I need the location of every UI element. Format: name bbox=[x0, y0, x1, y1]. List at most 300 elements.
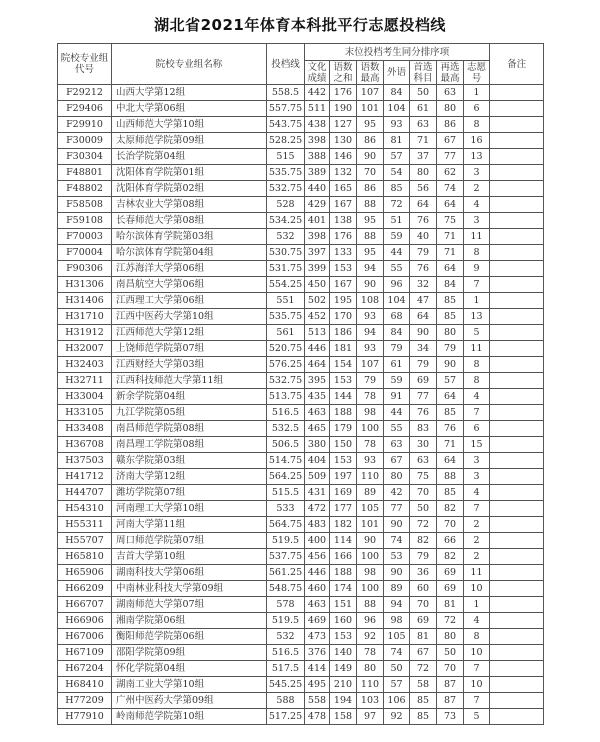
cell-foreign: 94 bbox=[384, 597, 410, 613]
table-row bbox=[58, 709, 544, 725]
cell-foreign: 51 bbox=[384, 213, 410, 229]
cell-second-max: 77 bbox=[437, 149, 464, 165]
cell-foreign: 59 bbox=[384, 373, 410, 389]
cell-line: 535.75 bbox=[267, 309, 305, 325]
cell-cm-sum: 169 bbox=[330, 485, 357, 501]
cell-cm-max: 90 bbox=[357, 533, 384, 549]
cell-line: 535.75 bbox=[267, 165, 305, 181]
table-row bbox=[58, 501, 544, 517]
cell-line: 515.5 bbox=[267, 485, 305, 501]
cell-line: 533 bbox=[267, 501, 305, 517]
cell-culture: 399 bbox=[305, 261, 330, 277]
cell-culture: 401 bbox=[305, 213, 330, 229]
cell-line: 558.5 bbox=[267, 85, 305, 101]
cell-first-subject: 50 bbox=[410, 501, 437, 517]
cell-code: H65906 bbox=[58, 565, 112, 581]
cell-cm-sum: 195 bbox=[330, 293, 357, 309]
cell-line: 557.75 bbox=[267, 101, 305, 117]
cell-cm-sum: 138 bbox=[330, 213, 357, 229]
cell-line: 516.5 bbox=[267, 645, 305, 661]
cell-code: F70004 bbox=[58, 245, 112, 261]
cell-first-subject: 50 bbox=[410, 85, 437, 101]
cell-code: H44707 bbox=[58, 485, 112, 501]
cell-culture: 469 bbox=[305, 613, 330, 629]
table-row bbox=[58, 581, 544, 597]
cell-remarks bbox=[490, 677, 544, 693]
cell-first-subject: 36 bbox=[410, 565, 437, 581]
cell-first-subject: 81 bbox=[410, 629, 437, 645]
cell-wish-no: 8 bbox=[464, 117, 490, 133]
header-tiebreak-group: 末位投档考生同分排序项 bbox=[305, 44, 490, 61]
cell-name: 哈尔滨体育学院第04组 bbox=[112, 245, 267, 261]
cell-name: 邵阳学院第09组 bbox=[112, 645, 267, 661]
cell-first-subject: 63 bbox=[410, 117, 437, 133]
cell-foreign: 90 bbox=[384, 517, 410, 533]
cell-first-subject: 76 bbox=[410, 213, 437, 229]
cell-culture: 513 bbox=[305, 325, 330, 341]
cell-cm-max: 95 bbox=[357, 213, 384, 229]
cell-second-max: 57 bbox=[437, 373, 464, 389]
cell-wish-no: 7 bbox=[464, 661, 490, 677]
cell-wish-no: 5 bbox=[464, 709, 490, 725]
cell-foreign: 55 bbox=[384, 261, 410, 277]
cell-code: H55707 bbox=[58, 533, 112, 549]
table-row bbox=[58, 341, 544, 357]
cell-cm-sum: 181 bbox=[330, 341, 357, 357]
cell-code: H55311 bbox=[58, 517, 112, 533]
cell-first-subject: 82 bbox=[410, 533, 437, 549]
cell-code: F90306 bbox=[58, 261, 112, 277]
cell-cm-sum: 153 bbox=[330, 373, 357, 389]
cell-first-subject: 34 bbox=[410, 341, 437, 357]
cell-name: 济南大学第12组 bbox=[112, 469, 267, 485]
cell-remarks bbox=[490, 101, 544, 117]
cell-culture: 398 bbox=[305, 133, 330, 149]
cell-culture: 446 bbox=[305, 341, 330, 357]
cell-second-max: 79 bbox=[437, 341, 464, 357]
cell-cm-max: 101 bbox=[357, 517, 384, 533]
cell-name: 周口师范学院第07组 bbox=[112, 533, 267, 549]
cell-cm-sum: 140 bbox=[330, 645, 357, 661]
cell-wish-no: 11 bbox=[464, 229, 490, 245]
cell-first-subject: 71 bbox=[410, 133, 437, 149]
cell-cm-max: 90 bbox=[357, 277, 384, 293]
cell-line: 545.25 bbox=[267, 677, 305, 693]
cell-wish-no: 8 bbox=[464, 357, 490, 373]
cell-cm-max: 101 bbox=[357, 101, 384, 117]
cell-code: H66906 bbox=[58, 613, 112, 629]
cell-line: 528.25 bbox=[267, 133, 305, 149]
cell-second-max: 80 bbox=[437, 325, 464, 341]
cell-foreign: 61 bbox=[384, 357, 410, 373]
cell-cm-sum: 179 bbox=[330, 421, 357, 437]
cell-wish-no: 3 bbox=[464, 469, 490, 485]
cell-wish-no: 7 bbox=[464, 405, 490, 421]
cell-name: 南昌航空大学第06组 bbox=[112, 277, 267, 293]
cell-culture: 463 bbox=[305, 597, 330, 613]
header-name: 院校专业组名称 bbox=[112, 44, 267, 85]
cell-wish-no: 8 bbox=[464, 373, 490, 389]
cell-cm-sum: 194 bbox=[330, 693, 357, 709]
cell-code: F48801 bbox=[58, 165, 112, 181]
cell-cm-sum: 151 bbox=[330, 597, 357, 613]
cell-cm-max: 78 bbox=[357, 437, 384, 453]
cell-cm-max: 98 bbox=[357, 405, 384, 421]
cell-remarks bbox=[490, 341, 544, 357]
cell-cm-max: 78 bbox=[357, 645, 384, 661]
cell-cm-sum: 186 bbox=[330, 325, 357, 341]
table-row bbox=[58, 373, 544, 389]
cell-line: 530.75 bbox=[267, 245, 305, 261]
cell-second-max: 90 bbox=[437, 357, 464, 373]
cell-cm-sum: 170 bbox=[330, 309, 357, 325]
cell-foreign: 98 bbox=[384, 613, 410, 629]
table-row bbox=[58, 213, 544, 229]
header-first-subject: 首选科目 bbox=[410, 61, 437, 85]
cell-second-max: 69 bbox=[437, 565, 464, 581]
cell-cm-max: 86 bbox=[357, 133, 384, 149]
cell-first-subject: 47 bbox=[410, 293, 437, 309]
cell-foreign: 44 bbox=[384, 405, 410, 421]
table-row bbox=[58, 677, 544, 693]
cell-foreign: 63 bbox=[384, 437, 410, 453]
cell-cm-max: 98 bbox=[357, 565, 384, 581]
cell-code: H32711 bbox=[58, 373, 112, 389]
cell-second-max: 85 bbox=[437, 405, 464, 421]
cell-cm-max: 78 bbox=[357, 389, 384, 405]
cell-culture: 463 bbox=[305, 405, 330, 421]
cell-remarks bbox=[490, 245, 544, 261]
table-row bbox=[58, 261, 544, 277]
cell-remarks bbox=[490, 501, 544, 517]
cell-first-subject: 67 bbox=[410, 645, 437, 661]
cell-code: H54310 bbox=[58, 501, 112, 517]
cell-line: 532.5 bbox=[267, 421, 305, 437]
cell-second-max: 71 bbox=[437, 437, 464, 453]
cell-second-max: 85 bbox=[437, 293, 464, 309]
cell-cm-max: 110 bbox=[357, 677, 384, 693]
cell-cm-max: 107 bbox=[357, 357, 384, 373]
cell-remarks bbox=[490, 565, 544, 581]
cell-wish-no: 6 bbox=[464, 101, 490, 117]
cell-second-max: 62 bbox=[437, 165, 464, 181]
cell-first-subject: 85 bbox=[410, 709, 437, 725]
cell-foreign: 106 bbox=[384, 693, 410, 709]
cell-first-subject: 64 bbox=[410, 309, 437, 325]
cell-first-subject: 72 bbox=[410, 517, 437, 533]
cell-name: 湘南学院第06组 bbox=[112, 613, 267, 629]
cell-cm-sum: 176 bbox=[330, 85, 357, 101]
cell-wish-no: 8 bbox=[464, 245, 490, 261]
cell-line: 506.5 bbox=[267, 437, 305, 453]
cell-line: 532 bbox=[267, 629, 305, 645]
cell-cm-max: 110 bbox=[357, 469, 384, 485]
cell-culture: 442 bbox=[305, 85, 330, 101]
cell-remarks bbox=[490, 277, 544, 293]
cell-second-max: 84 bbox=[437, 277, 464, 293]
cell-name: 长春师范大学第08组 bbox=[112, 213, 267, 229]
cell-line: 561.25 bbox=[267, 565, 305, 581]
cell-culture: 460 bbox=[305, 581, 330, 597]
cell-name: 江西理工大学第06组 bbox=[112, 293, 267, 309]
cell-cm-sum: 176 bbox=[330, 229, 357, 245]
cell-name: 吉首大学第10组 bbox=[112, 549, 267, 565]
header-remarks: 备注 bbox=[490, 44, 544, 85]
cell-culture: 414 bbox=[305, 661, 330, 677]
cell-first-subject: 69 bbox=[410, 373, 437, 389]
cell-cm-sum: 177 bbox=[330, 501, 357, 517]
cell-culture: 395 bbox=[305, 373, 330, 389]
cell-wish-no: 3 bbox=[464, 213, 490, 229]
cell-foreign: 74 bbox=[384, 645, 410, 661]
cell-wish-no: 2 bbox=[464, 517, 490, 533]
cell-cm-max: 70 bbox=[357, 165, 384, 181]
cell-first-subject: 80 bbox=[410, 165, 437, 181]
table-row bbox=[58, 245, 544, 261]
table-row bbox=[58, 485, 544, 501]
cell-cm-max: 96 bbox=[357, 613, 384, 629]
cell-second-max: 75 bbox=[437, 213, 464, 229]
cell-second-max: 82 bbox=[437, 501, 464, 517]
cell-first-subject: 63 bbox=[410, 453, 437, 469]
cell-first-subject: 40 bbox=[410, 229, 437, 245]
table-row bbox=[58, 229, 544, 245]
cell-wish-no: 6 bbox=[464, 421, 490, 437]
cell-foreign: 77 bbox=[384, 501, 410, 517]
cell-wish-no: 3 bbox=[464, 453, 490, 469]
cell-foreign: 84 bbox=[384, 85, 410, 101]
cell-name: 长治学院第04组 bbox=[112, 149, 267, 165]
cell-code: H36708 bbox=[58, 437, 112, 453]
table-row bbox=[58, 165, 544, 181]
cell-line: 528 bbox=[267, 197, 305, 213]
cell-cm-sum: 133 bbox=[330, 245, 357, 261]
cell-foreign: 59 bbox=[384, 229, 410, 245]
cell-first-subject: 79 bbox=[410, 357, 437, 373]
cell-line: 543.75 bbox=[267, 117, 305, 133]
cell-culture: 483 bbox=[305, 517, 330, 533]
cell-name: 山西大学第12组 bbox=[112, 85, 267, 101]
cell-code: H33408 bbox=[58, 421, 112, 437]
cell-remarks bbox=[490, 517, 544, 533]
cell-foreign: 96 bbox=[384, 277, 410, 293]
cell-foreign: 105 bbox=[384, 629, 410, 645]
cell-wish-no: 10 bbox=[464, 581, 490, 597]
cell-wish-no: 3 bbox=[464, 165, 490, 181]
cell-culture: 495 bbox=[305, 677, 330, 693]
cell-name: 湖南师范大学第07组 bbox=[112, 597, 267, 613]
admission-score-table bbox=[57, 43, 544, 725]
cell-name: 衡阳师范学院第06组 bbox=[112, 629, 267, 645]
cell-code: H37503 bbox=[58, 453, 112, 469]
cell-code: H67109 bbox=[58, 645, 112, 661]
cell-wish-no: 1 bbox=[464, 85, 490, 101]
cell-foreign: 67 bbox=[384, 453, 410, 469]
cell-wish-no: 8 bbox=[464, 629, 490, 645]
cell-foreign: 57 bbox=[384, 149, 410, 165]
cell-first-subject: 32 bbox=[410, 277, 437, 293]
cell-cm-sum: 130 bbox=[330, 133, 357, 149]
cell-name: 河南理工大学第10组 bbox=[112, 501, 267, 517]
cell-remarks bbox=[490, 421, 544, 437]
cell-foreign: 79 bbox=[384, 341, 410, 357]
table-row bbox=[58, 693, 544, 709]
cell-wish-no: 11 bbox=[464, 565, 490, 581]
cell-foreign: 44 bbox=[384, 245, 410, 261]
cell-line: 515 bbox=[267, 149, 305, 165]
cell-remarks bbox=[490, 613, 544, 629]
cell-cm-max: 80 bbox=[357, 661, 384, 677]
cell-remarks bbox=[490, 661, 544, 677]
table-row bbox=[58, 437, 544, 453]
cell-remarks bbox=[490, 405, 544, 421]
cell-culture: 473 bbox=[305, 629, 330, 645]
cell-line: 564.25 bbox=[267, 469, 305, 485]
cell-cm-max: 100 bbox=[357, 581, 384, 597]
cell-remarks bbox=[490, 709, 544, 725]
cell-name: 江西科技师范大学第11组 bbox=[112, 373, 267, 389]
cell-first-subject: 72 bbox=[410, 661, 437, 677]
cell-first-subject: 61 bbox=[410, 101, 437, 117]
cell-code: F29910 bbox=[58, 117, 112, 133]
cell-wish-no: 4 bbox=[464, 197, 490, 213]
cell-line: 576.25 bbox=[267, 357, 305, 373]
cell-wish-no: 9 bbox=[464, 261, 490, 277]
cell-code: H66209 bbox=[58, 581, 112, 597]
cell-cm-max: 93 bbox=[357, 341, 384, 357]
table-row bbox=[58, 357, 544, 373]
cell-cm-max: 105 bbox=[357, 501, 384, 517]
cell-second-max: 71 bbox=[437, 229, 464, 245]
cell-first-subject: 83 bbox=[410, 421, 437, 437]
cell-remarks bbox=[490, 581, 544, 597]
cell-foreign: 55 bbox=[384, 421, 410, 437]
cell-name: 新余学院第04组 bbox=[112, 389, 267, 405]
cell-name: 江苏海洋大学第06组 bbox=[112, 261, 267, 277]
table-row bbox=[58, 549, 544, 565]
cell-culture: 431 bbox=[305, 485, 330, 501]
cell-foreign: 104 bbox=[384, 101, 410, 117]
cell-cm-sum: 146 bbox=[330, 149, 357, 165]
cell-cm-max: 93 bbox=[357, 453, 384, 469]
cell-foreign: 68 bbox=[384, 309, 410, 325]
cell-remarks bbox=[490, 213, 544, 229]
table-row bbox=[58, 645, 544, 661]
cell-line: 554.25 bbox=[267, 277, 305, 293]
cell-foreign: 57 bbox=[384, 677, 410, 693]
cell-culture: 376 bbox=[305, 645, 330, 661]
cell-foreign: 91 bbox=[384, 389, 410, 405]
cell-line: 551 bbox=[267, 293, 305, 309]
header-foreign: 外语 bbox=[384, 61, 410, 85]
cell-cm-max: 93 bbox=[357, 309, 384, 325]
cell-culture: 511 bbox=[305, 101, 330, 117]
cell-name: 哈尔滨体育学院第03组 bbox=[112, 229, 267, 245]
cell-cm-sum: 154 bbox=[330, 357, 357, 373]
cell-line: 534.25 bbox=[267, 213, 305, 229]
table-row bbox=[58, 181, 544, 197]
cell-first-subject: 30 bbox=[410, 437, 437, 453]
cell-first-subject: 79 bbox=[410, 245, 437, 261]
cell-cm-sum: 197 bbox=[330, 469, 357, 485]
cell-cm-sum: 166 bbox=[330, 549, 357, 565]
cell-remarks bbox=[490, 325, 544, 341]
cell-cm-max: 89 bbox=[357, 485, 384, 501]
cell-remarks bbox=[490, 469, 544, 485]
table-row bbox=[58, 101, 544, 117]
cell-second-max: 76 bbox=[437, 421, 464, 437]
cell-foreign: 84 bbox=[384, 325, 410, 341]
cell-first-subject: 70 bbox=[410, 485, 437, 501]
cell-code: F30009 bbox=[58, 133, 112, 149]
cell-line: 519.5 bbox=[267, 613, 305, 629]
header-culture: 文化成绩 bbox=[305, 61, 330, 85]
cell-wish-no: 5 bbox=[464, 325, 490, 341]
table-row bbox=[58, 149, 544, 165]
cell-name: 湖南科技大学第06组 bbox=[112, 565, 267, 581]
cell-remarks bbox=[490, 485, 544, 501]
cell-first-subject: 90 bbox=[410, 325, 437, 341]
cell-line: 517.25 bbox=[267, 709, 305, 725]
cell-name: 江西中医药大学第10组 bbox=[112, 309, 267, 325]
cell-remarks bbox=[490, 357, 544, 373]
cell-first-subject: 37 bbox=[410, 149, 437, 165]
header-second-max: 再选最高 bbox=[437, 61, 464, 85]
cell-cm-max: 88 bbox=[357, 229, 384, 245]
cell-remarks bbox=[490, 453, 544, 469]
cell-code: H33105 bbox=[58, 405, 112, 421]
cell-first-subject: 58 bbox=[410, 677, 437, 693]
cell-line: 561 bbox=[267, 325, 305, 341]
cell-wish-no: 13 bbox=[464, 149, 490, 165]
cell-name: 山西师范大学第10组 bbox=[112, 117, 267, 133]
cell-wish-no: 2 bbox=[464, 533, 490, 549]
cell-culture: 452 bbox=[305, 309, 330, 325]
cell-second-max: 63 bbox=[437, 85, 464, 101]
table-row bbox=[58, 453, 544, 469]
cell-first-subject: 56 bbox=[410, 181, 437, 197]
table-row bbox=[58, 277, 544, 293]
cell-wish-no: 13 bbox=[464, 309, 490, 325]
cell-cm-sum: 188 bbox=[330, 405, 357, 421]
cell-wish-no: 4 bbox=[464, 389, 490, 405]
cell-remarks bbox=[490, 645, 544, 661]
cell-second-max: 70 bbox=[437, 661, 464, 677]
cell-foreign: 104 bbox=[384, 293, 410, 309]
header-code: 院校专业组代号 bbox=[58, 44, 112, 85]
cell-remarks bbox=[490, 133, 544, 149]
cell-second-max: 64 bbox=[437, 197, 464, 213]
cell-name: 沈阳体育学院第01组 bbox=[112, 165, 267, 181]
table-row bbox=[58, 629, 544, 645]
cell-line: 588 bbox=[267, 693, 305, 709]
cell-name: 南昌理工学院第08组 bbox=[112, 437, 267, 453]
cell-name: 吉林农业大学第08组 bbox=[112, 197, 267, 213]
table-row bbox=[58, 565, 544, 581]
cell-culture: 438 bbox=[305, 117, 330, 133]
table-row bbox=[58, 597, 544, 613]
cell-name: 湖南工业大学第10组 bbox=[112, 677, 267, 693]
cell-remarks bbox=[490, 629, 544, 645]
cell-wish-no: 15 bbox=[464, 437, 490, 453]
cell-cm-max: 90 bbox=[357, 149, 384, 165]
cell-name: 上饶师范学院第07组 bbox=[112, 341, 267, 357]
cell-foreign: 74 bbox=[384, 533, 410, 549]
cell-second-max: 67 bbox=[437, 133, 464, 149]
cell-first-subject: 79 bbox=[410, 549, 437, 565]
cell-second-max: 80 bbox=[437, 629, 464, 645]
cell-culture: 440 bbox=[305, 181, 330, 197]
